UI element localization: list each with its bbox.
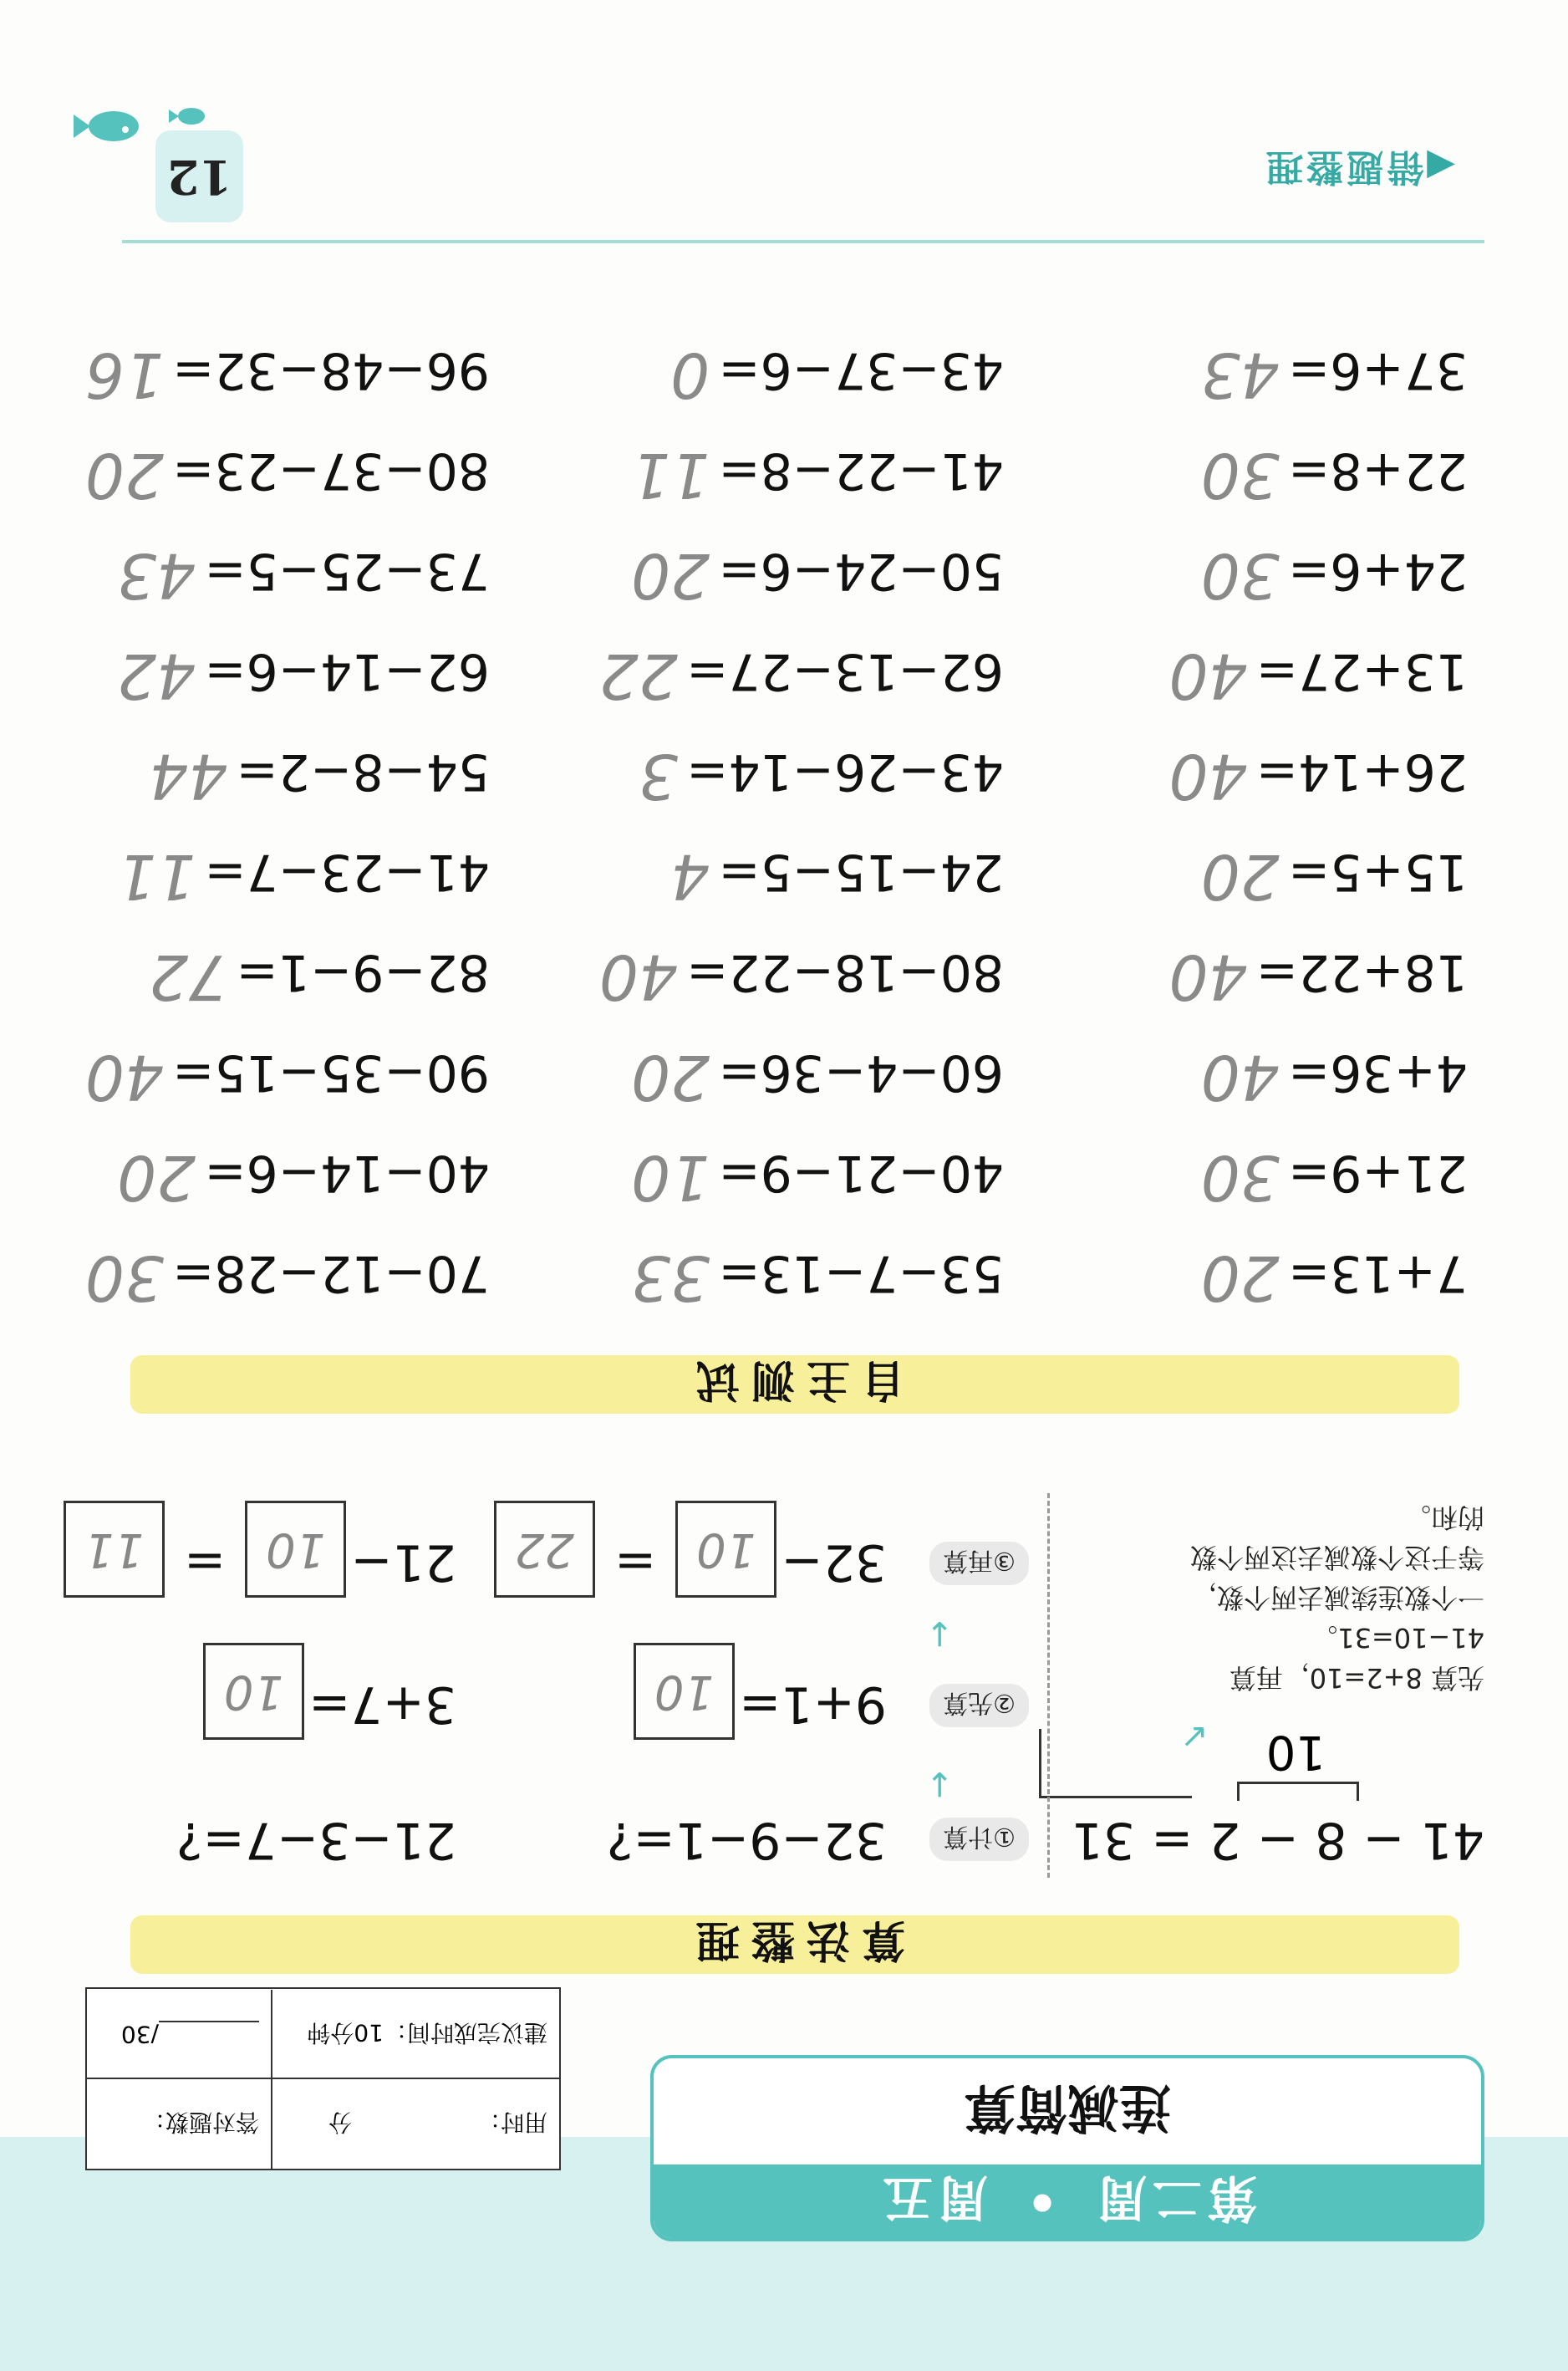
explain-line-4: 的和。 (1403, 1502, 1484, 1533)
handwritten-answer[interactable]: 40 (598, 941, 679, 1012)
exercise-item: 22+8=30 (1200, 439, 1468, 511)
handwritten-answer[interactable]: 40 (1168, 941, 1248, 1012)
exercise-item: 40−21−9=10 (631, 1141, 1004, 1213)
exercise-item: 53−7−13=33 (631, 1242, 1004, 1313)
handwritten-answer[interactable]: 20 (117, 1141, 196, 1213)
section-banner-algorithm: 算法整理 (130, 1915, 1459, 1974)
exercise-item: 24+6=30 (1200, 539, 1468, 611)
info-row-suggest (87, 1990, 559, 2079)
score-total-cell (87, 1990, 271, 2079)
page-number: 12 (155, 130, 243, 222)
handwritten-answer[interactable]: 11 (631, 439, 710, 511)
fish-icon (168, 94, 210, 130)
exercise-item: 7+13=20 (1200, 1242, 1468, 1313)
answer-box[interactable]: 10 (675, 1501, 776, 1598)
handwritten-answer[interactable]: 44 (149, 740, 228, 812)
handwritten-answer[interactable]: 42 (117, 640, 196, 711)
step1-question-b: 21−3−7=? (176, 1811, 456, 1869)
score-label-cell (87, 2079, 271, 2169)
fish-icon (72, 94, 147, 151)
exercise-item: 21+9=30 (1200, 1141, 1468, 1213)
exercise-item: 24−15−5=4 (670, 840, 1004, 912)
exercise-item: 41−23−7=11 (117, 840, 490, 912)
exercise-item: 82−9−1=72 (149, 941, 490, 1012)
step3-prefix-b: 21− (350, 1532, 456, 1592)
topic-title: 连减简算 (964, 2078, 1172, 2139)
step1-tag: ①计算 (929, 1818, 1029, 1861)
handwritten-answer[interactable]: 33 (631, 1242, 710, 1313)
handwritten-answer[interactable]: 40 (1168, 640, 1248, 711)
week-banner (654, 2164, 1481, 2238)
handwritten-answer[interactable]: 30 (1200, 539, 1280, 611)
handwritten-answer[interactable]: 20 (631, 539, 710, 611)
answer-box[interactable]: 22 (494, 1501, 595, 1598)
info-table (85, 1987, 561, 2170)
step3-prefix-a: 32− (781, 1532, 887, 1592)
handwritten-answer[interactable]: 20 (84, 439, 165, 511)
time-used-cell (271, 2079, 559, 2169)
suggested-time: 建议完成时间：10分钟 (307, 2019, 547, 2047)
example-arrow-icon: ↙ (1180, 1718, 1209, 1757)
exercise-item: 41−22−8=11 (631, 439, 1004, 511)
example-link-line (1039, 1729, 1192, 1798)
handwritten-answer[interactable]: 0 (670, 339, 710, 410)
section-banner-self-test: 自主测试 (130, 1355, 1459, 1414)
example-bracket (1237, 1782, 1359, 1801)
info-row-time (87, 2078, 559, 2169)
algorithm-explanation (1050, 1497, 1484, 1698)
score-total: /30 (120, 2021, 159, 2048)
exercise-item: 73−25−5=43 (117, 539, 490, 611)
dashed-divider (1047, 1493, 1050, 1878)
exercise-item: 96−48−32=16 (84, 339, 490, 410)
handwritten-answer[interactable]: 20 (1200, 1242, 1280, 1313)
exercise-item: 62−14−6=42 (117, 640, 490, 711)
handwritten-answer[interactable]: 4 (670, 840, 710, 912)
exercise-item: 50−24−6=20 (631, 539, 1004, 611)
answer-box[interactable]: 10 (245, 1501, 346, 1598)
exercise-item: 54−8−2=44 (149, 740, 490, 812)
exercise-item: 62−13−27=22 (598, 640, 1004, 711)
handwritten-answer[interactable]: 10 (631, 1141, 710, 1213)
step3-line-b (64, 1501, 456, 1598)
exercise-item: 60−4−36=20 (631, 1041, 1004, 1113)
handwritten-answer[interactable]: 20 (1200, 840, 1280, 912)
handwritten-answer[interactable]: 30 (1200, 439, 1280, 511)
algorithm-example (1050, 1502, 1484, 1869)
exercise-item: 43−26−14=3 (639, 740, 1004, 812)
score-blank[interactable] (159, 2022, 259, 2048)
handwritten-answer[interactable]: 30 (84, 1242, 165, 1313)
handwritten-answer[interactable]: 3 (639, 740, 679, 812)
handwritten-answer[interactable]: 16 (84, 339, 165, 410)
handwritten-answer[interactable]: 30 (1200, 1141, 1280, 1213)
step3-line-a (494, 1501, 887, 1598)
explain-line-3: 等于这个数减去这两个数 (1189, 1542, 1484, 1573)
handwritten-answer[interactable]: 40 (1200, 1041, 1280, 1113)
time-used-unit: 分 (328, 2108, 352, 2137)
exercise-item: 40−14−6=20 (117, 1141, 490, 1213)
handwritten-answer[interactable]: 11 (117, 840, 196, 912)
down-arrow-icon: ↓ (925, 1614, 954, 1652)
equals-sign: = (613, 1532, 657, 1592)
exercise-item: 70−12−28=30 (84, 1242, 490, 1313)
bottom-divider (122, 240, 1484, 243)
exercise-item: 18+22=40 (1168, 941, 1468, 1012)
exercise-item: 80−37−23=20 (84, 439, 490, 511)
exercise-item: 80−18−22=40 (598, 941, 1004, 1012)
answer-box[interactable]: 10 (203, 1643, 304, 1740)
exercise-item: 26+14=40 (1168, 740, 1468, 812)
handwritten-answer[interactable]: 43 (1200, 339, 1280, 410)
exercise-column-1 (1033, 310, 1468, 1313)
exercise-item: 4+36=40 (1200, 1041, 1468, 1113)
suggested-time-cell (271, 1990, 559, 2079)
exercise-item: 37+6=43 (1200, 339, 1468, 410)
handwritten-answer[interactable]: 40 (84, 1041, 165, 1113)
explain-line-2: 一个数连续减去两个数， (1189, 1582, 1484, 1614)
step2-tag: ②先算 (929, 1684, 1029, 1727)
equals-sign: = (183, 1532, 227, 1592)
score-label: 答对题数： (141, 2108, 259, 2137)
explain-line-1: 先算 8+2=10，再算 41−10=31。 (1229, 1622, 1484, 1694)
exercise-item: 13+27=40 (1168, 640, 1468, 711)
exercise-column-3 (22, 310, 490, 1313)
step3-tag: ③再算 (929, 1542, 1029, 1585)
exercise-column-2 (536, 310, 1004, 1313)
handwritten-answer[interactable]: 40 (1168, 740, 1248, 812)
exercise-item: 43−37−6=0 (670, 339, 1004, 410)
day-label: 周五 (877, 2168, 988, 2226)
title-box (650, 2055, 1484, 2241)
step2-line-a (634, 1643, 887, 1740)
answer-box[interactable]: 11 (64, 1501, 165, 1598)
example-sub-result: 10 (1265, 1725, 1326, 1779)
review-label[interactable]: ◀错题整理 (1263, 145, 1455, 188)
time-used-label: 用时： (476, 2108, 547, 2137)
handwritten-answer[interactable]: 43 (117, 539, 196, 611)
exercise-item: 15+5=20 (1200, 840, 1468, 912)
exercise-item: 90−35−15=40 (84, 1041, 490, 1113)
step2-expression-b: 3+7= (308, 1675, 456, 1734)
step2-line-b (203, 1643, 456, 1740)
handwritten-answer[interactable]: 72 (149, 941, 228, 1012)
step1-question-a: 32−9−1=? (606, 1811, 887, 1869)
down-arrow-icon: ↓ (925, 1764, 954, 1802)
separator-dot: • (1021, 2172, 1059, 2231)
handwritten-answer[interactable]: 22 (598, 640, 679, 711)
example-equation: 41 − 8 − 2 = 31 (1071, 1811, 1484, 1869)
step2-expression-a: 9+1= (739, 1675, 887, 1734)
handwritten-answer[interactable]: 20 (631, 1041, 710, 1113)
week-label: 第二周 (1092, 2168, 1258, 2226)
answer-box[interactable]: 10 (634, 1643, 735, 1740)
